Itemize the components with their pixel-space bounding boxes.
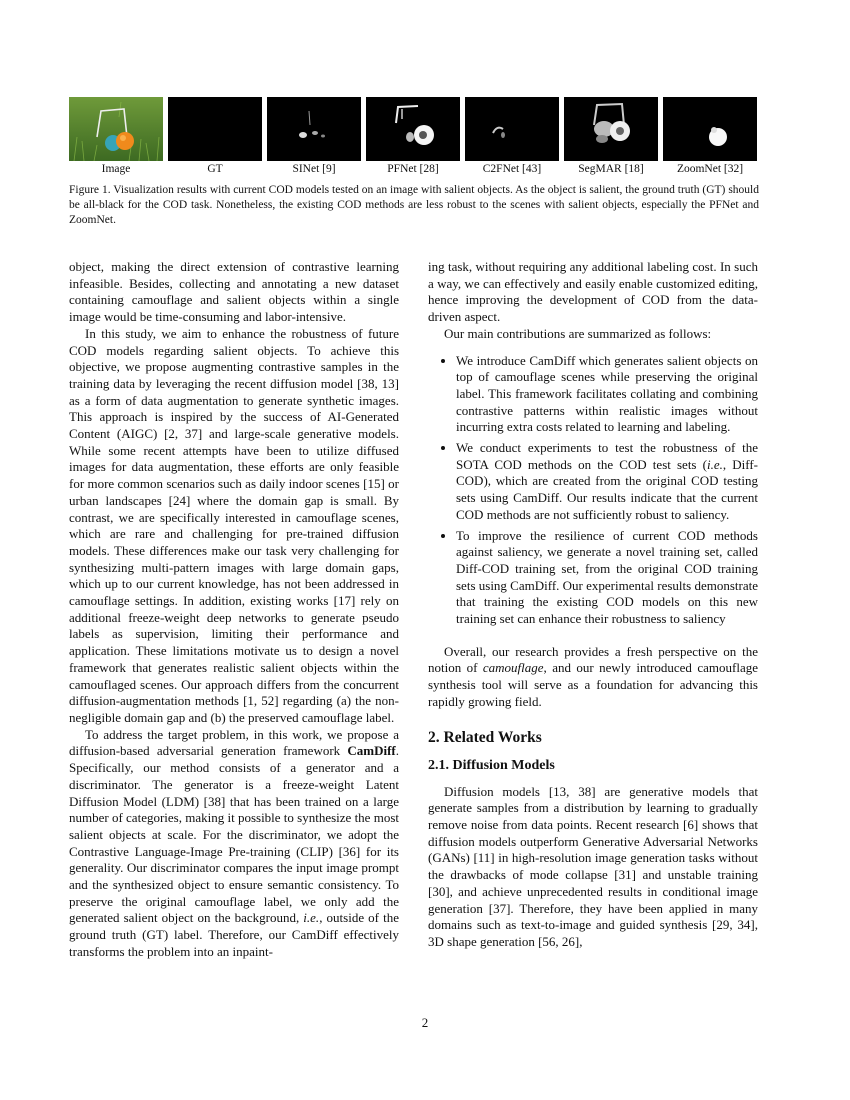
subsection-heading: 2.1. Diffusion Models (428, 757, 555, 773)
panel-label: Image (101, 163, 131, 175)
paragraph: Our main contributions are summarized as follows: (444, 325, 712, 341)
left-column (69, 259, 399, 961)
right-column (428, 259, 758, 951)
paragraph: In this study, we aim to enhance the robustness of future COD models regarding salient objects. To achieve this objective, we propose augmenting contrastive samples in the training data by leveraging the recent diffusion model [38, 13] as a form of data augmentation to generate synthetic images. This approach is inspired by the success of AI-Generated Content (AIGC) [2, 37] and large-scale generative models. While some recent attempts have been to utilize diffused images for data augmentation, these efforts are only feasible for more common scenarios such as daily indoor scenes [15] or urban landscapes [24] where the domain gap is small. By contrast, we are specifically interested in camouflage scenes, which are rare and challenging for pre-trained diffusion models. These differences make our task very challenging for synthesizing multi-pattern images with large domain gaps, which up to our current knowledge, has not been addressed in camouflage settings. In addition, existing works [17] rely on additional freeze-weight deep networks to generate pseudo labels as supervision, limiting their performance and application. These limitations motivate us to design a novel framework that generates realistic salient objects within the camouflaged scenes. Our approach differs from the concurrent diffusion-augmentation methods [1, 52] regarding (a) the non-negligible domain gap and (b) the preserved camouflage label. (69, 325, 399, 725)
paragraph (69, 727, 399, 961)
text-run: We conduct experiments to test the robustness of the SOTA COD methods on the COD test sets ( (456, 440, 758, 472)
contributions-list (428, 353, 758, 628)
camdiff-name: CamDiff (347, 743, 396, 759)
paragraph: Diffusion models [13, 38] are generative models that generate samples from a distribution by learning to gradually remove noise from data points. Recent research [6] shows that diffusion models outperform Generative Adversarial Networks (GANs) [11] in high-resolution image generation tasks without the drawbacks of mode collapse [31] and unstable training [30], and achieve unprecedented results in conditional image generation [37]. Therefore, they have been applied in many domains such as text-to-image and guided synthesis [29, 34], 3D shape generation [56, 26], (428, 783, 758, 949)
italic-text: i.e. (303, 910, 320, 926)
figure-panel-c2fnet (465, 97, 559, 176)
panel-label: SegMAR [18] (578, 163, 644, 175)
zoomnet-prediction (663, 97, 757, 161)
panel-label: SINet [9] (292, 163, 336, 175)
list-item: • We introduce CamDiff which generates salient objects on top of camouflage scenes while preserving the original label. This framework facilitates collating and combining contrastive patterns within realistic images without incurring extra costs related to learning and labeling. (456, 353, 758, 437)
panel-label: C2FNet [43] (482, 163, 542, 175)
italic-text: i.e. (706, 456, 723, 472)
list-item: • To improve the resilience of current COD methods against saliency, we generate a novel training set, called Diff-COD training set, from the original COD training sets using CamDiff. Our experimental results demonstrate that training the existing COD models on this new training set can enhance their robustness to saliency (456, 528, 758, 628)
text-run: , outside of the ground truth (GT) label. Therefore, our CamDiff effectively transforms the problem into an inpaint- (69, 910, 399, 959)
page-number: 2 (421, 1015, 429, 1030)
panel-label: ZoomNet [32] (676, 163, 744, 175)
figure-panel-pfnet (366, 97, 460, 176)
figure-caption: Figure 1. Visualization results with current COD models tested on an image with salient objects. As the object is salient, the ground truth (GT) should be all-black for the COD task. Nonetheless, the existing COD methods are less robust to the scenes with salient objects, especially the PFNet and ZoomNet. (69, 184, 759, 226)
figure-panel-gt (168, 97, 262, 176)
gt-mask (168, 97, 262, 161)
paragraph: ing task, without requiring any additional labeling cost. In such a way, we can effectively and easily enable customized editing, hence improving the development of COD from the data-driven aspect. (428, 259, 758, 325)
text-run: , Diff-COD), which are created from the original COD testing sets using CamDiff. Our results indicate that the current COD methods are not sufficiently robust to saliency. (456, 456, 758, 522)
list-item (456, 440, 758, 524)
figure-panel-zoomnet (663, 97, 757, 176)
section-heading: 2. Related Works (428, 728, 542, 746)
text-run: Overall, our research provides a fresh perspective on the notion of (428, 643, 758, 676)
figure-panel-image (69, 97, 163, 176)
figure-1 (69, 97, 757, 176)
figure-panel-segmar (564, 97, 658, 176)
paragraph: object, making the direct extension of contrastive learning infeasible. Besides, collecting and annotating a new dataset containing camouflage and salient objects within a single image would be time-consuming and labor-intensive. (69, 259, 399, 325)
segmar-prediction (564, 97, 658, 161)
input-photo (69, 97, 163, 161)
panel-label: PFNet [28] (387, 163, 439, 175)
text-run: To address the target problem, in this work, we propose a diffusion-based adversarial generation framework (69, 726, 399, 759)
pfnet-prediction (366, 97, 460, 161)
italic-text: camouflage (482, 660, 544, 676)
c2fnet-prediction (465, 97, 559, 161)
text-run: . Specifically, our method consists of a generator and a discriminator. The generator is a freeze-weight Latent Diffusion Model (LDM) [38] that has been trained on a large number of categories, making it possible to synthesize the most salient objects at scale. For the discriminator, we adopt the Contrastive Language-Image Pre-training (CLIP) [36] for its generality. Our discriminator compares the input image prompt and the synthesized object to ensure semantic consistency. To preserve the original camouflage label, we only add the generated salient object on the background, (69, 743, 399, 926)
text-run: , and our newly introduced camouflage synthesis tool will serve as a foundation for advancing this rapidly growing field. (428, 660, 758, 709)
paragraph (428, 644, 758, 711)
sinet-prediction (267, 97, 361, 161)
panel-label: GT (207, 163, 223, 175)
figure-panel-sinet (267, 97, 361, 176)
